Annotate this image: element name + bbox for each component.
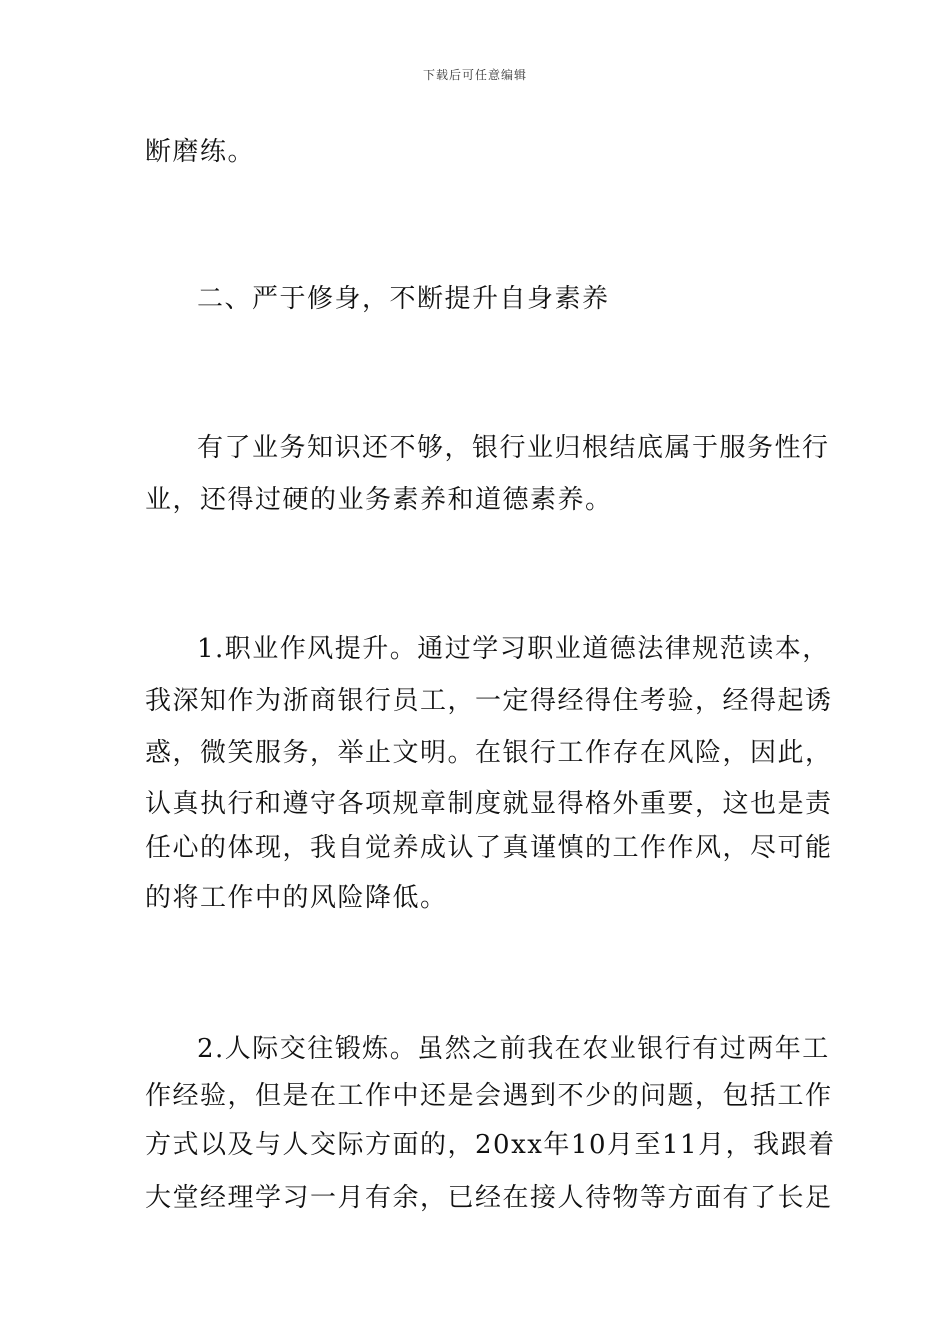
paragraph-line: 业，还得过硬的业务素养和道德素养。: [145, 485, 613, 515]
paragraph-line: 2.人际交往锻炼。虽然之前我在农业银行有过两年工: [197, 1034, 830, 1064]
page-header: 下载后可任意编辑: [422, 68, 527, 82]
paragraph-line: 的将工作中的风险降低。: [145, 883, 448, 913]
paragraph-line: 断磨练。: [145, 137, 256, 167]
paragraph-line: 我深知作为浙商银行员工，一定得经得住考验，经得起诱: [145, 686, 833, 716]
paragraph-line: 有了业务知识还不够，银行业归根结底属于服务性行: [197, 433, 830, 463]
paragraph-line: 作经验，但是在工作中还是会遇到不少的问题，包括工作: [145, 1081, 833, 1111]
paragraph-line: 大堂经理学习一月有余，已经在接人待物等方面有了长足: [145, 1183, 833, 1213]
paragraph-line: 方式以及与人交际方面的，20xx年10月至11月，我跟着: [145, 1130, 836, 1160]
paragraph-line: 1.职业作风提升。通过学习职业道德法律规范读本，: [197, 634, 830, 664]
section-heading: 二、严于修身，不断提升自身素养: [197, 284, 610, 314]
paragraph-line: 认真执行和遵守各项规章制度就显得格外重要，这也是责: [145, 789, 833, 819]
paragraph-line: 任心的体现，我自觉养成认了真谨慎的工作作风，尽可能: [145, 833, 833, 863]
paragraph-line: 惑，微笑服务，举止文明。在银行工作存在风险，因此，: [145, 738, 833, 768]
